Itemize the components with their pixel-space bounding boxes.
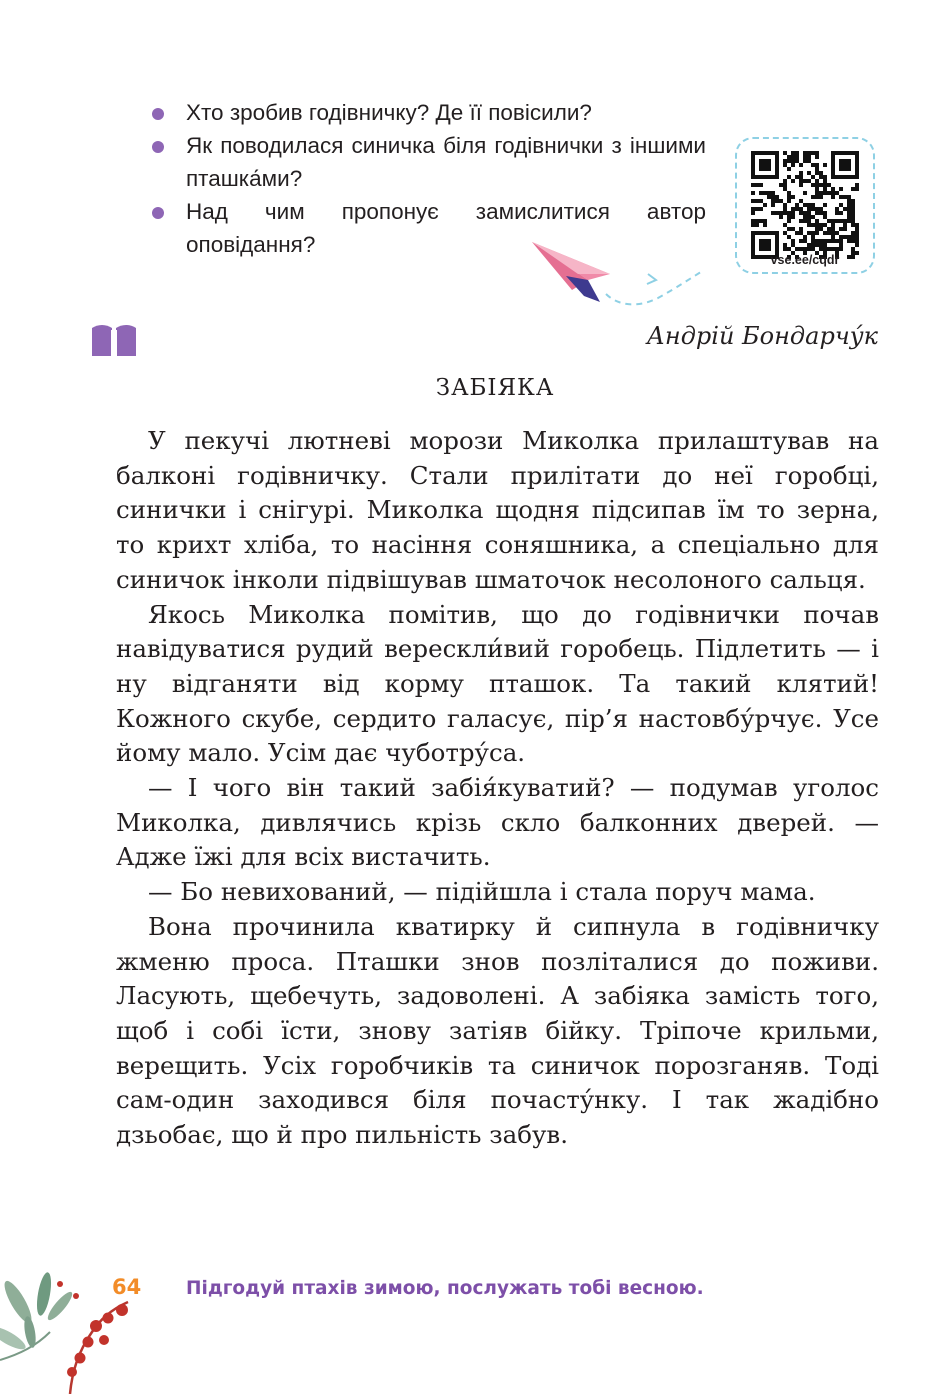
paragraph: Вона прочинила кватирку й сипнула в годівничку жменю проса. Пташки знов позліталися до поживи. Ласують, щебечуть, задоволені. А забіяка замість того, щоб і собі їсти, знову затіяв бійку. Тріпоче крильми, верещить. Усіх горобчиків та синичок порозганяв. Тоді сам-один заходився біля почасту́нку. І так жадібно дзьобає, що й про пильність забув. [116, 911, 879, 1150]
question-text: Над чим пропонує замислитися автор оповідання? [186, 199, 706, 257]
book-icon [90, 322, 138, 358]
paragraph: Якось Миколка помітив, що до годівнички почав навідуватися рудий верескли́вий горобець. Підлетить — і ну відганяти від корму пташок. Та такий клятий! Кожного скубе, сердито галасує, пір’я настовбу́рчує. Усе йому мало. Усім дає чуботру́са. [116, 599, 879, 768]
question-item [150, 96, 706, 129]
paragraph: — Бо невихований, — підійшла і стала поруч мама. [148, 877, 816, 907]
question-text: Як поводилася синичка біля годівнички з іншими пташка́ми? [186, 133, 706, 191]
paper-plane-icon [528, 236, 718, 316]
qr-caption: vse.ee/cqdr [770, 253, 840, 267]
bullet-icon [152, 108, 164, 120]
qr-code-icon[interactable] [751, 151, 859, 259]
bullet-icon [152, 207, 164, 219]
bullet-icon [152, 141, 164, 153]
author-name: Андрій Бондарчу́к [646, 322, 878, 350]
question-item [150, 129, 706, 195]
paragraph: У пекучі лютневі морози Миколка прилаштував на балконі годівничку. Стали прилітати до неї горобці, синички і снігурі. Миколка щодня підсипав їм то зерна, то крихт хліба, то насіння соняшника, а спеціально для синичок інколи підвішував шматочок несолоного сальця. [116, 426, 879, 594]
question-text: Хто зробив годівничку? Де її повісили? [186, 100, 592, 125]
footer-proverb: Підгодуй птахів зимою, послужать тобі весною. [186, 1278, 704, 1299]
story-title: ЗАБІЯКА [435, 375, 555, 401]
page-number: 64 [112, 1275, 142, 1299]
qr-box[interactable] [735, 137, 875, 274]
paragraph: — І чого він такий забія́куватий? — подумав уголос Миколка, дивлячись крізь скло балконних дверей. — Адже їжі для всіх вистачить. [116, 773, 879, 872]
story-text [116, 424, 879, 1153]
